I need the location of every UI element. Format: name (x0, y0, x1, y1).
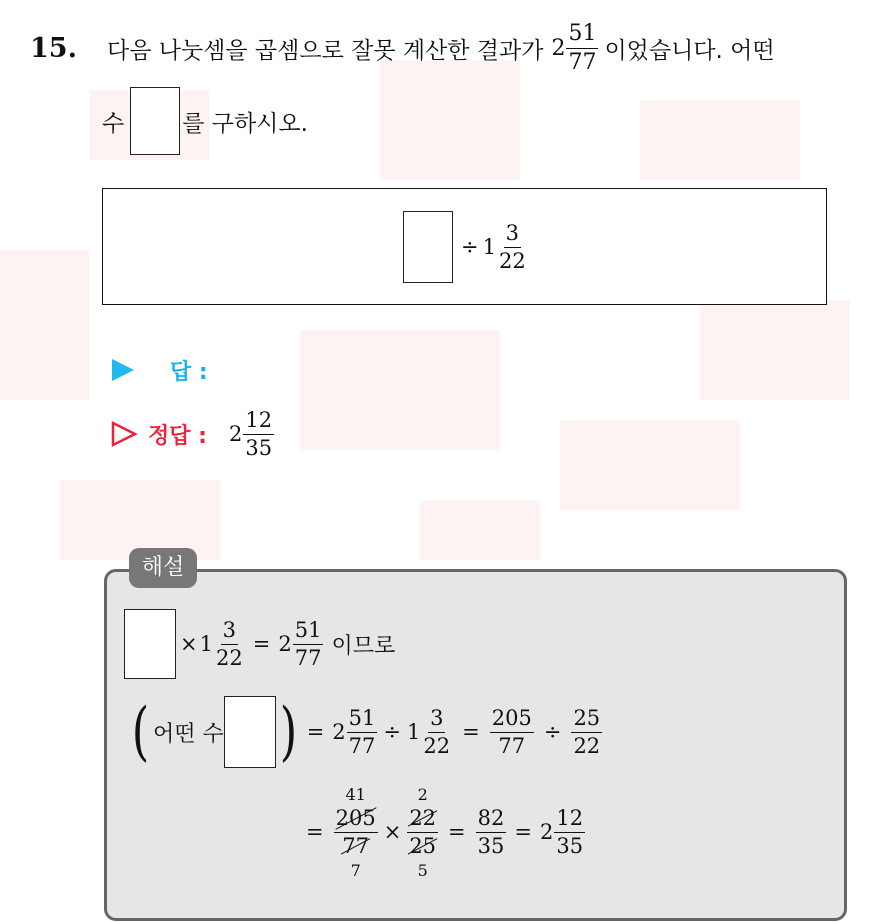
play-arrow-icon (110, 357, 136, 383)
question-line-1 (30, 20, 775, 76)
reduced-fraction-2: 2 $\frac{22}{25}$ 5 (409, 784, 437, 880)
explanation-line-3: = 41 $\frac{205}{77}$ 7 × 2 $\frac{22}{25}$ 5 = $\frac{82}{35}$ = 2 $\frac{12}{35}$ (306, 784, 584, 880)
dividend-box (403, 211, 453, 283)
answer-label: 답 : (170, 359, 208, 385)
unknown-box-1 (124, 609, 176, 679)
question-number: 15. (30, 32, 77, 64)
divide-operator: ÷ (461, 235, 479, 259)
question-text: 다음 나눗셈을 곱셈으로 잘못 계산한 결과가 (106, 37, 544, 64)
correct-answer-row (110, 402, 274, 466)
answer-row (110, 354, 208, 386)
reduced-fraction-1: 41 $\frac{205}{77}$ 7 (335, 784, 376, 880)
unknown-number-box (130, 87, 180, 155)
correct-value: 2 $\frac{12}{35}$ (228, 407, 273, 460)
correct-label: 정답 : (148, 423, 207, 449)
question-line-2: 수 를 구하시오. (102, 86, 308, 156)
outline-arrow-icon (110, 420, 138, 448)
divisor-fraction: 1 $\frac{3}{22}$ (482, 220, 526, 273)
wrong-result-fraction: 2 $\frac{51}{77}$ (551, 20, 597, 75)
explanation-tab: 해설 (129, 548, 197, 588)
question-text-end: 이었습니다. 어떤 (604, 37, 775, 64)
unknown-box-2 (224, 696, 276, 768)
explanation-line-1: × 1 $\frac{3}{22}$ = 2 $\frac{51}{77}$ 이므로 (124, 609, 395, 679)
explanation-line-2: ( 어떤 수 ) = 2 $\frac{51}{77}$ ÷ 1 $\frac{3}{22}$ = $\frac{205}{77}$ ÷ $\frac{25}{22}$ (131, 695, 601, 769)
problem-box (102, 188, 827, 305)
